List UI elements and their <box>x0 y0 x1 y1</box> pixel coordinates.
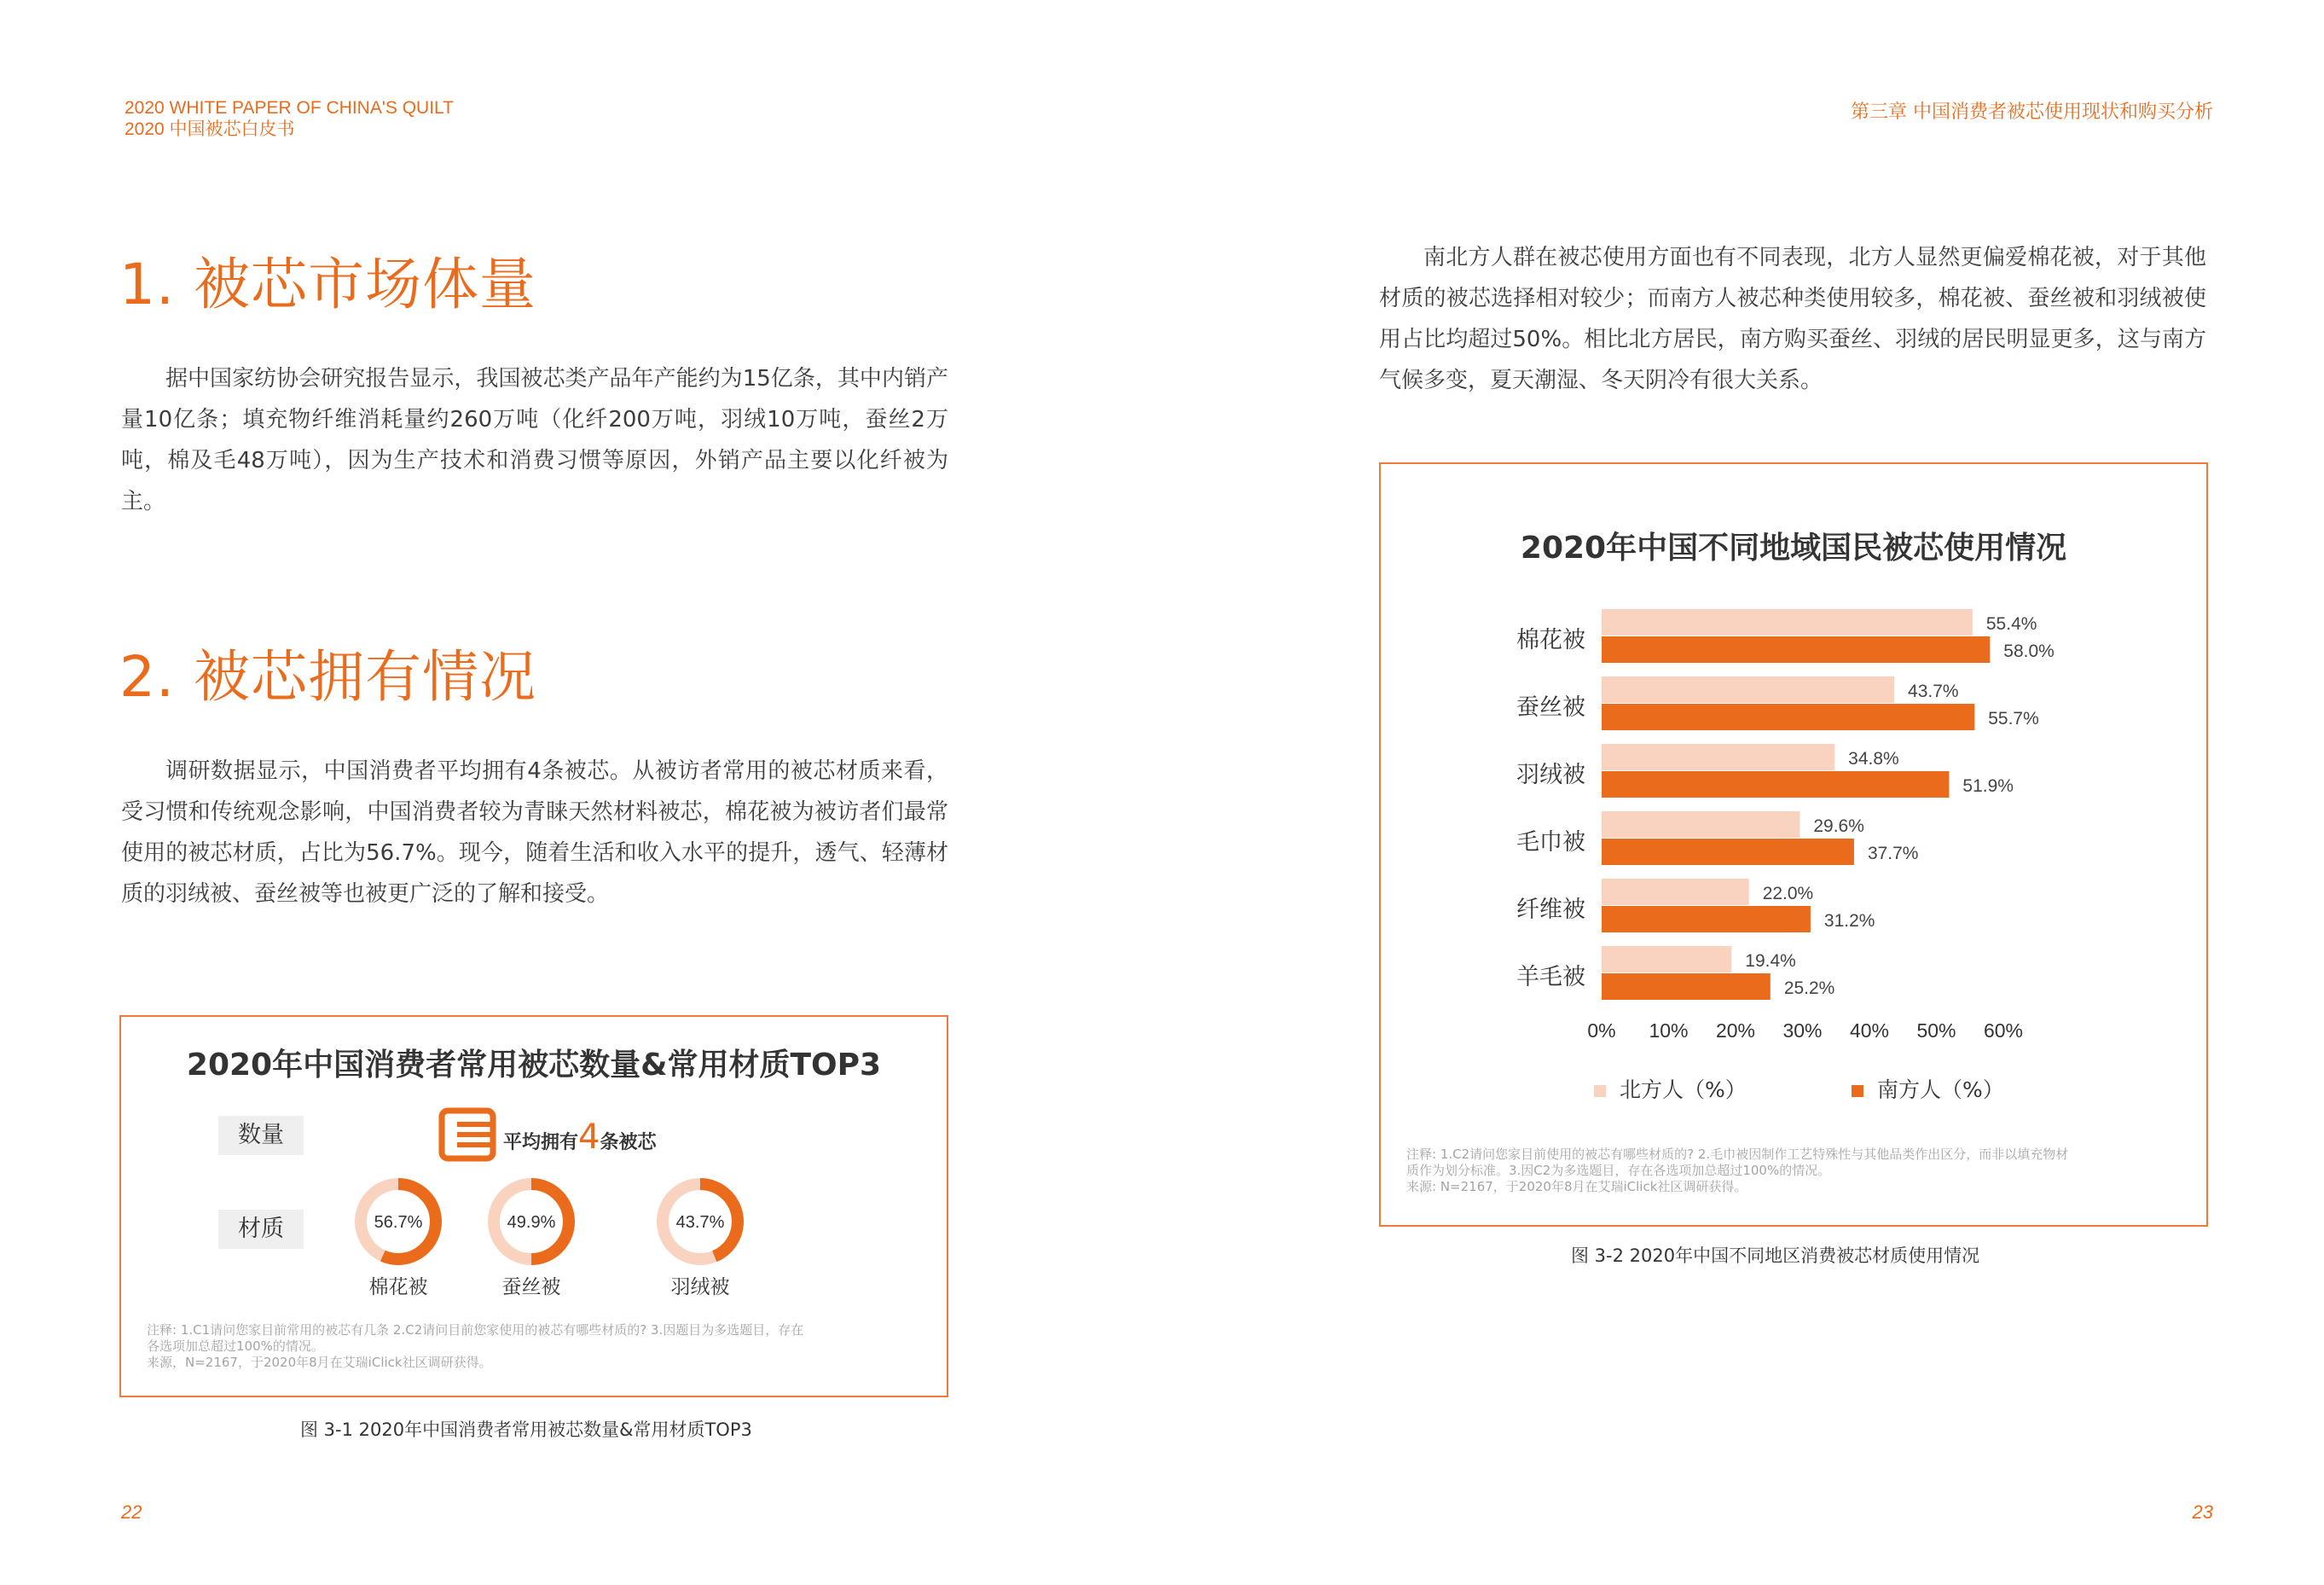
donut-2 <box>494 1184 569 1259</box>
figure-3-1-note-line2: 各选项加总超过100%的情况。 <box>147 1338 324 1354</box>
bar-north <box>1602 811 1800 838</box>
donut-3 <box>663 1184 738 1259</box>
bar-south <box>1602 839 1854 865</box>
figure-3-1-note-line1: 注释: 1.C1请问您家目前常用的被芯有几条 2.C2请问目前您家使用的被芯有哪些材质的? 3.因题目为多选题目，存在 <box>147 1322 804 1338</box>
bar-north <box>1602 744 1834 770</box>
donut-value-label: 49.9% <box>507 1213 556 1232</box>
bar-value-label: 37.7% <box>1867 844 1919 863</box>
bar-south <box>1602 973 1771 1000</box>
bar-south <box>1602 636 1990 663</box>
bar-value-label: 31.2% <box>1823 911 1875 931</box>
x-tick-label: 20% <box>1715 1019 1756 1042</box>
bar-value-label: 55.4% <box>1985 614 2037 634</box>
section2-heading: 2. 被芯拥有情况 <box>119 644 536 710</box>
page-number-left: 22 <box>121 1501 142 1523</box>
legend-south-label: 南方人（%） <box>1877 1077 2004 1102</box>
bar-category-label: 蚕丝被 <box>1516 694 1585 721</box>
figure-3-1-note-line3: 来源，N=2167，于2020年8月在艾瑞iClick社区调研获得。 <box>147 1355 492 1370</box>
right-paragraph: 南北方人群在被芯使用方面也有不同表现，北方人显然更偏爱棉花被，对于其他材质的被芯选择相对较少；而南方人被芯种类使用较多，棉花被、蚕丝被和羽绒被使用占比均超过50%。相比北方居民，南方购买蚕丝、羽绒的居民明显更多，这与南方气候多变，夏天潮湿、冬天阴冷有很大关系。 <box>1379 245 2206 393</box>
x-tick-label: 60% <box>1983 1019 2024 1042</box>
figure-3-2-note-line3: 来源: N=2167，于2020年8月在艾瑞iClick社区调研获得。 <box>1406 1179 1747 1194</box>
bar-value-label: 22.0% <box>1762 884 1814 903</box>
figure-3-2 <box>1379 462 2208 1227</box>
section1-heading: 1. 被芯市场体量 <box>119 252 536 317</box>
header-chapter: 第三章 中国消费者被芯使用现状和购买分析 <box>1851 102 2213 123</box>
bar-south <box>1602 771 1949 798</box>
figure-3-1-note <box>147 1322 931 1371</box>
bar-value-label: 19.4% <box>1745 951 1796 971</box>
x-tick-label: 50% <box>1916 1019 1956 1042</box>
figure-3-1-title: 2020年中国消费者常用被芯数量&常用材质TOP3 <box>186 1048 882 1083</box>
bar-category-label: 羽绒被 <box>1516 762 1585 788</box>
quantity-prefix: 平均拥有 <box>503 1132 579 1153</box>
donut-label-cotton: 棉花被 <box>368 1276 428 1298</box>
legend-north-label: 北方人（%） <box>1620 1077 1747 1102</box>
material-tag: 材质 <box>218 1210 304 1249</box>
bar-value-label: 55.7% <box>1988 709 2039 729</box>
donut-value-label: 43.7% <box>675 1213 725 1232</box>
x-tick-label: 40% <box>1849 1019 1890 1042</box>
donut-label-down: 羽绒被 <box>670 1276 730 1298</box>
legend-south-swatch <box>1852 1085 1863 1097</box>
figure-3-2-note <box>1406 1147 2191 1195</box>
quantity-suffix: 条被芯 <box>600 1132 657 1153</box>
x-tick-label: 0% <box>1587 1019 1616 1042</box>
legend-south <box>1852 1073 2004 1104</box>
material-donut-chart <box>343 1174 786 1285</box>
bar-north <box>1602 609 1973 636</box>
figure-3-2-note-line2: 质作为划分标准。3.因C2为多选题目，存在各选项加总超过100%的情况。 <box>1406 1163 1831 1178</box>
bar-value-label: 25.2% <box>1783 978 1835 998</box>
donut-1 <box>361 1184 436 1259</box>
bar-north <box>1602 946 1731 972</box>
header-title-en: 2020 WHITE PAPER OF CHINA'S QUILT <box>125 98 454 118</box>
figure-3-1 <box>119 1015 948 1397</box>
bar-south <box>1602 906 1811 932</box>
bar-value-label: 43.7% <box>1908 682 1959 701</box>
bar-north <box>1602 676 1894 703</box>
region-bar-chart <box>1587 601 2110 1044</box>
legend-north-swatch <box>1594 1085 1606 1097</box>
section2-paragraph: 调研数据显示，中国消费者平均拥有4条被芯。从被访者常用的被芯材质来看，受习惯和传统观念影响，中国消费者较为青睐天然材料被芯，棉花被为被访者们最常使用的被芯材质，占比为56.7%。现今，随着生活和收入水平的提升，透气、轻薄材质的羽绒被、蚕丝被等也被更广泛的了解和接受。 <box>121 758 948 907</box>
figure-3-1-caption: 图 3-1 2020年中国消费者常用被芯数量&常用材质TOP3 <box>300 1420 752 1440</box>
quantity-tag: 数量 <box>218 1116 304 1155</box>
bar-category-label: 棉花被 <box>1516 627 1585 653</box>
page-number-right: 23 <box>2192 1501 2213 1523</box>
bar-value-label: 34.8% <box>1848 749 1899 769</box>
bar-value-label: 51.9% <box>1962 776 2014 796</box>
bar-north <box>1602 879 1749 905</box>
donut-value-label: 56.7% <box>374 1213 423 1232</box>
donut-label-silk: 蚕丝被 <box>501 1276 561 1298</box>
bar-category-label: 毛巾被 <box>1516 829 1585 856</box>
header-left <box>125 97 454 140</box>
figure-3-2-caption: 图 3-2 2020年中国不同地区消费被芯材质使用情况 <box>1571 1245 1980 1266</box>
legend-north <box>1594 1073 1747 1104</box>
quilt-icon <box>438 1107 496 1162</box>
bar-value-label: 29.6% <box>1813 816 1864 836</box>
x-tick-label: 30% <box>1782 1019 1823 1042</box>
bar-category-label: 羊毛被 <box>1516 964 1585 990</box>
section1-paragraph: 据中国家纺协会研究报告显示，我国被芯类产品年产能约为15亿条，其中内销产量10亿条；填充物纤维消耗量约260万吨（化纤200万吨，羽绒10万吨，蚕丝2万吨，棉及毛48万吨），因为生产技术和消费习惯等原因，外销产品主要以化纤被为主。 <box>121 366 948 514</box>
header-title-cn: 2020 中国被芯白皮书 <box>125 119 295 139</box>
quantity-number: 4 <box>578 1118 600 1157</box>
figure-3-2-note-line1: 注释: 1.C2请问您家目前使用的被芯有哪些材质的? 2.毛巾被因制作工艺特殊性与其他品类作出区分，而非以填充物材 <box>1406 1147 2069 1162</box>
bar-south <box>1602 704 1974 730</box>
x-tick-label: 10% <box>1649 1019 1689 1042</box>
bar-category-label: 纤维被 <box>1516 897 1585 923</box>
bar-value-label: 58.0% <box>2003 642 2055 661</box>
quantity-text <box>503 1118 656 1157</box>
figure-3-2-title: 2020年中国不同地域国民被芯使用情况 <box>1520 531 2067 566</box>
